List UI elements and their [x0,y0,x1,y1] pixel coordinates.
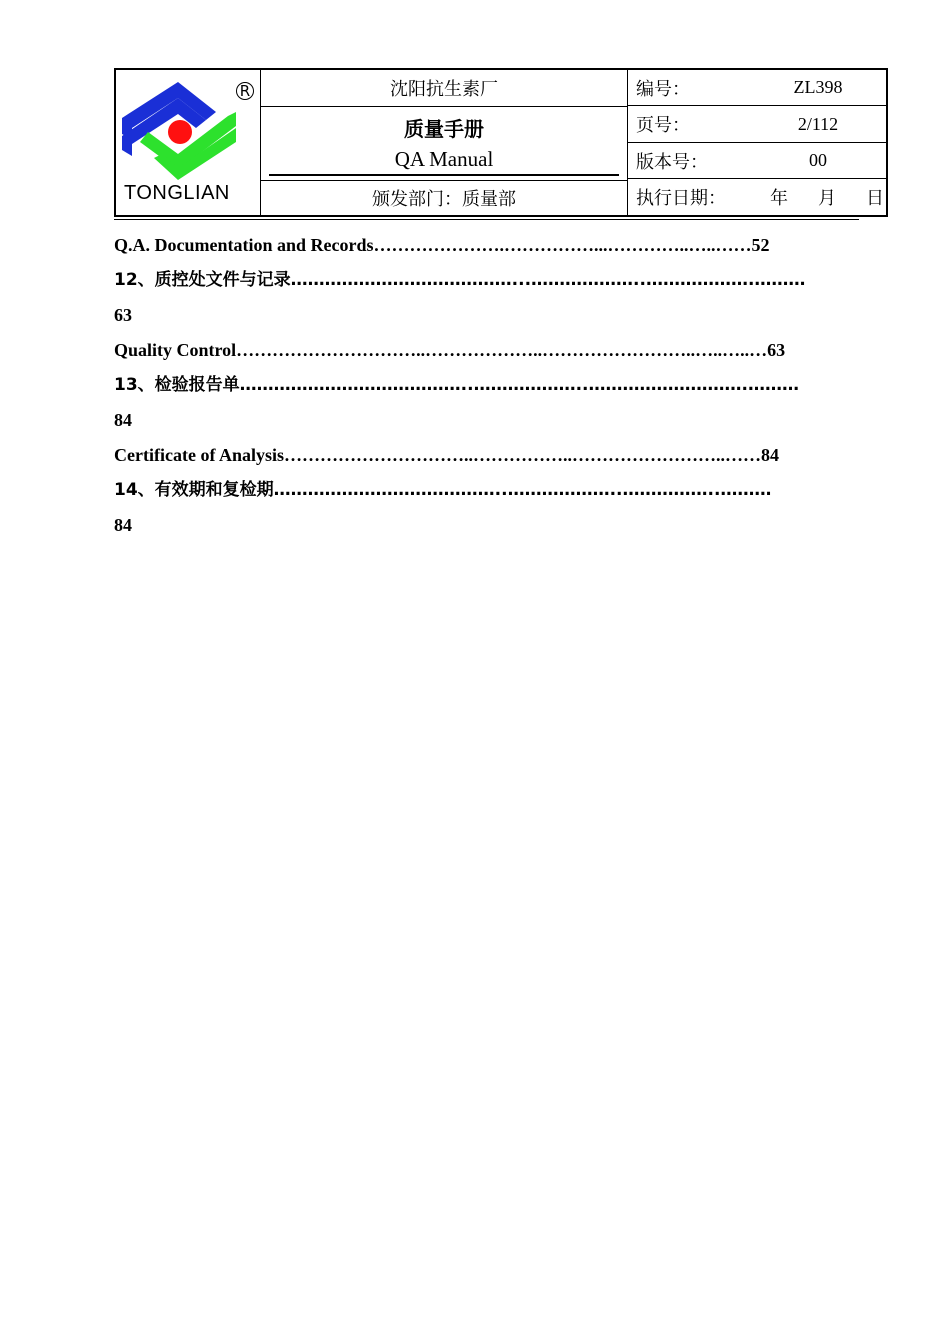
page-label: 页号： [636,115,690,135]
doc-title: 质量手册 [404,117,484,141]
version-label: 版本号： [636,151,708,172]
issuing-dept: 颁发部门：质量部 [261,180,627,215]
toc-page-number: 84 [114,515,132,535]
toc-page-number: 63 [114,305,132,325]
version-value: 00 [809,150,827,170]
date-month: 月 [818,188,836,208]
toc-entry[interactable]: 13、检验报告单…………………………………..………………..……………………….……… [114,375,799,395]
toc-entry[interactable]: Quality Control…………………………..………………..……………………..…..…..…63 [114,340,786,360]
number-label: 编号： [636,78,690,99]
toc-page-number: 84 [114,410,132,430]
table-of-contents [114,230,874,545]
registered-mark-icon: R [236,82,254,100]
page-row [628,106,886,143]
title-underline [269,174,619,176]
exec-date-row [628,179,886,215]
logo-text: TONGLIAN [124,182,230,204]
toc-entry[interactable]: Certificate of Analysis…………………………..……………..……………………..……84 [114,445,779,465]
number-value: ZL398 [793,77,843,97]
company-name: 沈阳抗生素厂 [261,70,627,107]
date-year: 年 [770,188,788,208]
logo-cell [116,70,261,215]
meta-cell [628,70,886,215]
toc-entry[interactable]: 14、有效期和复检期…………………………………..………………..……………..……… [114,480,772,500]
date-day: 日 [866,188,884,208]
doc-title-en: QA Manual [394,147,494,171]
title-cell [261,70,628,215]
header-rule [114,219,859,220]
version-row [628,143,886,179]
toc-entry[interactable]: 12、质控处文件与记录…………………………………...………………..……………….……… [114,270,806,290]
exec-date-label: 执行日期： [636,188,726,208]
toc-entry[interactable]: Q.A. Documentation and Records………………….……………...…………..…..……52 [114,235,770,255]
number-row [628,70,886,106]
tonglian-logo-icon [120,80,240,185]
document-header-table [114,68,888,217]
page-value: 2/112 [797,113,839,134]
